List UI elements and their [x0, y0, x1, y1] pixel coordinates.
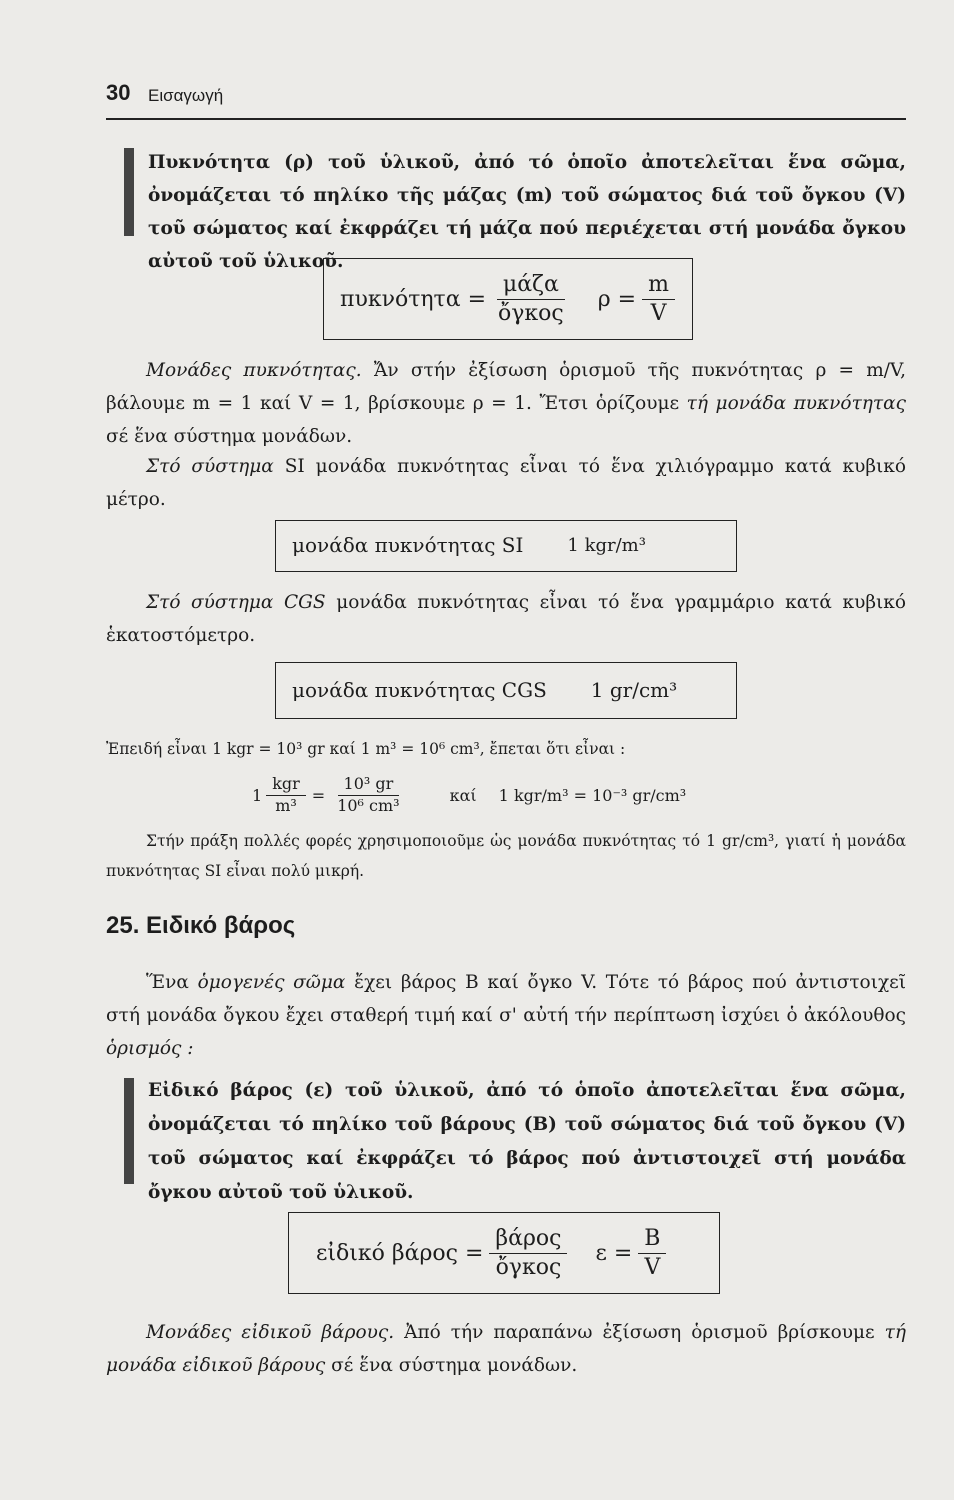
cgs-italic: Στό σύστημα CGS: [146, 592, 326, 613]
specific-weight-formula: [316, 1220, 666, 1286]
units-sw-paragraph: [106, 1316, 906, 1382]
intro-a: Ἕνα: [146, 972, 189, 993]
units-sw-text2: σέ ἕνα σύστημα μονάδων.: [331, 1355, 578, 1376]
sw-formula-sym-den: V: [644, 1254, 661, 1280]
conversion-note: Στήν πράξη πολλές φορές χρησιμοποιοῦμε ὡς μονάδα πυκνότητας τό 1 gr/cm³, γιατί ἡ μονάδα πυκνότητας SI εἶναι πολύ μικρή.: [106, 832, 906, 880]
margin-bar-specific-weight: [124, 1078, 134, 1184]
conversion-formula: [252, 764, 686, 826]
conversion-line: Ἐπειδή εἶναι 1 kgr = 10³ gr καί 1 m³ = 10⁶ cm³, ἔπεται ὅτι εἶναι :: [106, 740, 626, 758]
density-formula-sym-den: V: [650, 300, 667, 326]
cgs-paragraph: [106, 586, 906, 652]
conversion-d1: m³: [275, 795, 297, 815]
conversion-eq: =: [311, 785, 326, 805]
cgs-unit-value: 1 gr/cm³: [590, 678, 678, 702]
cgs-unit-row: [292, 668, 677, 712]
conversion-d2: 10⁶ cm³: [337, 795, 400, 815]
units-density-text2: σέ ἕνα σύστημα μονάδων.: [106, 426, 353, 447]
conversion-n2: 10³ gr: [338, 776, 400, 796]
density-formula-num: μάζα: [497, 273, 565, 299]
sw-formula-den: ὄγκος: [495, 1254, 562, 1280]
si-italic: Στό σύστημα: [146, 456, 274, 477]
units-sw-italic: τή μονάδα εἰδικοῦ βάρους: [106, 1322, 906, 1376]
cgs-text: μονάδα πυκνότητας εἶναι τό ἕνα γραμμάριο κατά κυβικό ἑκατοστόμετρο.: [106, 592, 906, 646]
units-density-text1: Ἄν στήν ἐξίσωση ὁρισμοῦ τῆς πυκνότητας ρ = m/V, βάλουμε m = 1 καί V = 1, βρίσκουμε ρ = 1. Ἔτσι ὁρίζουμε: [106, 360, 906, 414]
header-rule: [106, 118, 906, 120]
sw-formula-sym-num: B: [638, 1227, 666, 1253]
intro-b: ὁμογενές σῶμα: [197, 972, 346, 993]
density-formula: [340, 266, 675, 332]
si-text: SI μονάδα πυκνότητας εἶναι τό ἕνα χιλιόγραμμο κατά κυβικό μέτρο.: [106, 456, 907, 510]
units-density-paragraph: [106, 354, 906, 453]
si-unit-value: 1 kgr/m³: [567, 534, 646, 556]
units-sw-text1: Ἀπό τήν παραπάνω ἐξίσωση ὁρισμοῦ βρίσκουμε: [404, 1322, 875, 1343]
conversion-one: 1: [252, 785, 263, 805]
page-number: 30: [106, 80, 131, 105]
sw-formula-sym: ε =: [595, 1240, 633, 1266]
density-formula-sym: ρ =: [597, 286, 637, 312]
intro-paragraph: [106, 966, 906, 1065]
specific-weight-definition: Εἰδικό βάρος (ε) τοῦ ὑλικοῦ, ἀπό τό ὁποῖο ἀποτελεῖται ἕνα σῶμα, ὀνομάζεται τό πηλίκο τοῦ βάρους (Β) τοῦ σώματος διά τοῦ ὄγκου (V) τοῦ σώματος καί ἐκφράζει τό βάρος πού ἀντιστοιχεῖ στή μονάδα ὄγκου αὐτοῦ τοῦ ὑλικοῦ.: [148, 1080, 906, 1203]
sw-formula-lhs: εἰδικό βάρος =: [316, 1240, 484, 1266]
section-title: 25. Ειδικό βάρος: [106, 912, 296, 939]
density-formula-den: ὄγκος: [498, 300, 564, 326]
units-density-title: Μονάδες πυκνότητας.: [146, 360, 362, 381]
chapter-title: Εισαγωγή: [148, 86, 224, 105]
conversion-rhs: 1 kgr/m³ = 10⁻³ gr/cm³: [498, 785, 687, 805]
sw-formula-num: βάρος: [489, 1227, 567, 1253]
cgs-unit-label: μονάδα πυκνότητας CGS: [292, 678, 547, 702]
conversion-n1: kgr: [266, 776, 306, 796]
density-formula-sym-num: m: [642, 273, 675, 299]
si-paragraph: [106, 450, 906, 516]
units-sw-title: Μονάδες εἰδικοῦ βάρους.: [146, 1322, 395, 1343]
conversion-kai: καί: [449, 785, 477, 805]
si-unit-row: [292, 524, 646, 566]
units-density-italic: τή μονάδα πυκνότητας: [686, 393, 906, 414]
intro-c: ἔχει βάρος B καί ὄγκο V. Τότε τό βάρος πού ἀντιστοιχεῖ στή μονάδα ὄγκου ἔχει σταθερή τιμή καί σ' αὐτή τήν περίπτωση ἰσχύει ὁ ἀκόλουθος: [106, 972, 906, 1026]
intro-d: ὁρισμός :: [106, 1038, 194, 1059]
density-definition: Πυκνότητα (ρ) τοῦ ὑλικοῦ, ἀπό τό ὁποῖο ἀποτελεῖται ἕνα σῶμα, ὀνομάζεται τό πηλίκο τῆς μάζας (m) τοῦ σώματος διά τοῦ ὄγκου (V) τοῦ σώματος καί ἐκφράζει τή μάζα πού περιέχεται στή μονάδα ὄγκου αὐτοῦ τοῦ ὑλικοῦ.: [148, 152, 906, 272]
si-unit-label: μονάδα πυκνότητας SI: [292, 533, 524, 557]
margin-bar-density: [124, 148, 134, 236]
density-formula-lhs: πυκνότητα =: [340, 286, 487, 312]
